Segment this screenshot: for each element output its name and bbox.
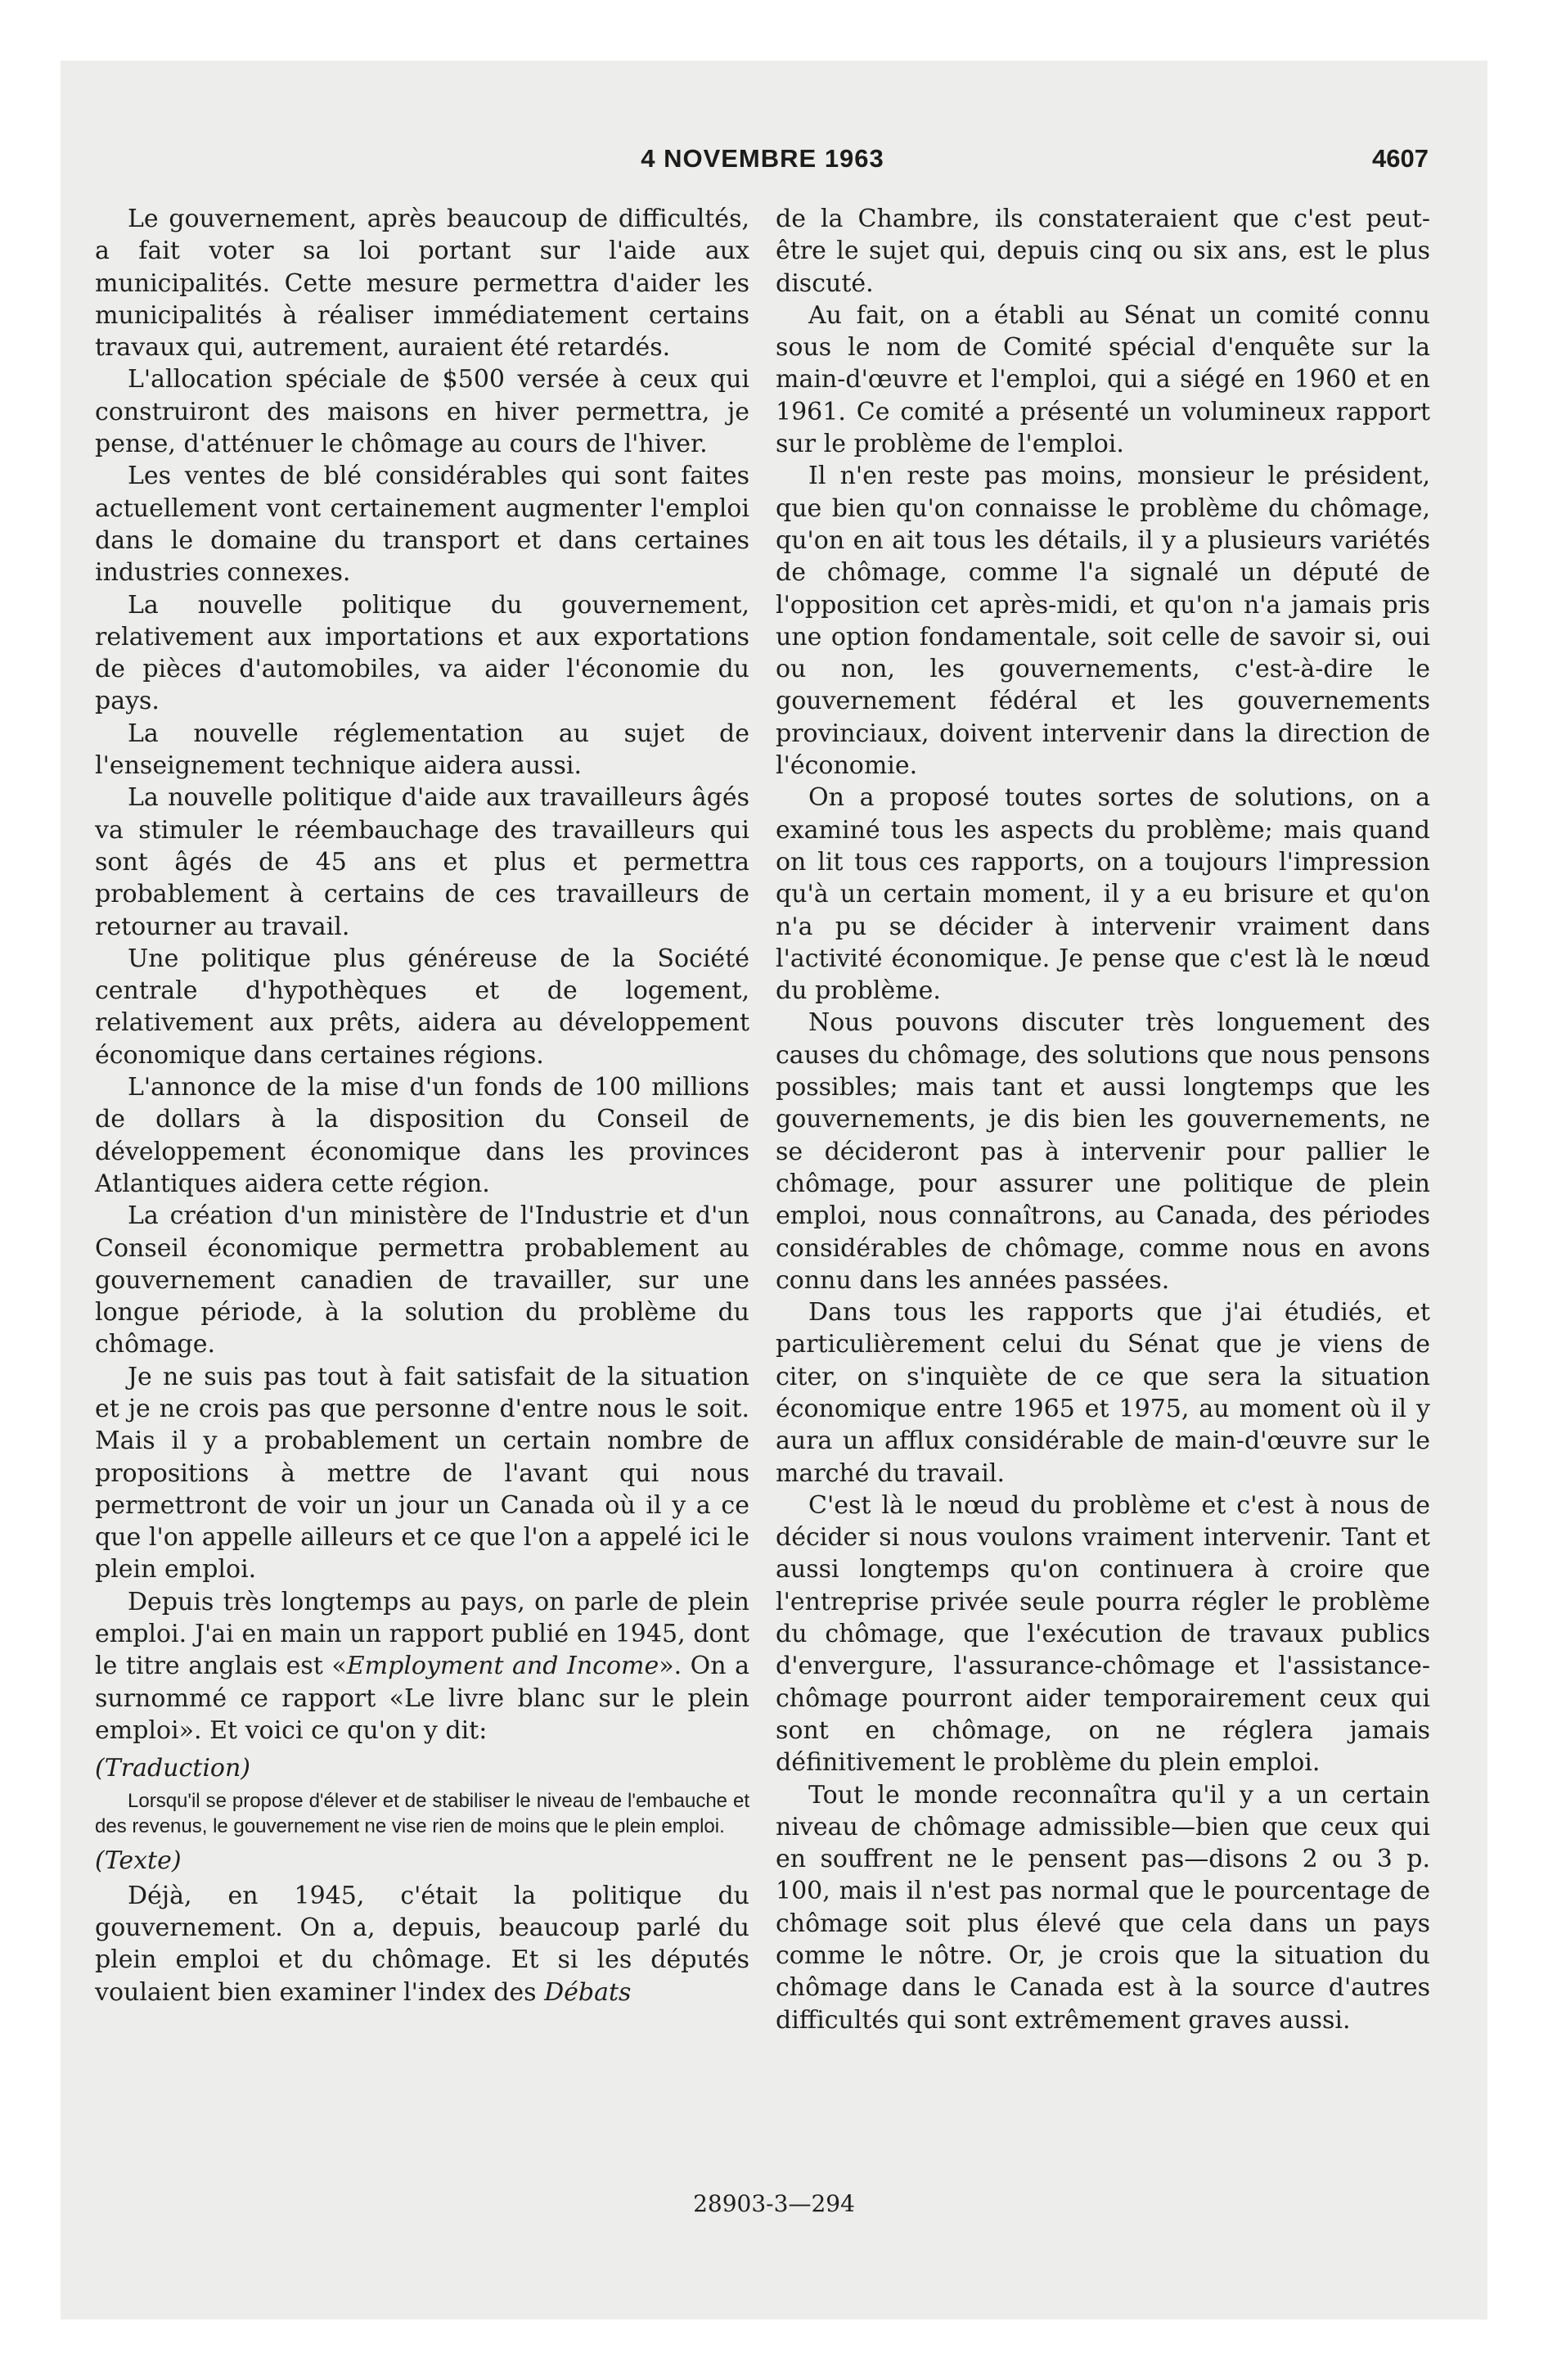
page-header — [97, 144, 1429, 177]
page-footer: 28903-3—294 — [693, 2190, 855, 2217]
paragraph: L'annonce de la mise d'un fonds de 100 millions de dollars à la disposition du Conseil de développement économique dans les provinces Atlantiques aidera cette région. — [95, 1073, 749, 1198]
paragraph: C'est là le nœud du problème et c'est à nous de décider si nous voulons vraiment intervenir. Tant et aussi longtemps qu'on continuera à croire que l'entreprise privée seule pourra régler le problème du chômage, que l'exécution de travaux publics d'envergure, l'assurance-chômage et l'assistance-chômage pourront aider temporairement ceux qui sont en chômage, on ne réglera jamais définitivement le problème du plein emploi. — [776, 1490, 1430, 1778]
paragraph: La nouvelle politique d'aide aux travailleurs âgés va stimuler le réembauchage des travailleurs qui sont âgés de 45 ans et plus et permettra probablement à certains de ces travailleurs de retourner au travail. — [95, 783, 749, 941]
paragraph: Tout le monde reconnaîtra qu'il y a un certain niveau de chômage admissible—bien que ceux qui en souffrent ne le pensent pas—disons 2 ou 3 p. 100, mais il n'est pas normal que le pourcentage de chômage soit plus élevé que cela dans un pays comme le nôtre. Or, je crois que la situation du chômage dans le Canada est à la source d'autres difficultés qui sont extrêmement graves aussi. — [776, 1780, 1430, 2035]
translation-label: (Traduction) — [95, 1754, 251, 1783]
text-label: (Texte) — [95, 1846, 182, 1875]
paragraph-report — [95, 1586, 749, 1747]
text-run: ». On a surnommé ce rapport «Le livre blanc sur le plein emploi». Et voici ce qu'on y dit: — [95, 1652, 750, 1745]
paragraph: L'allocation spéciale de $500 versée à ceux qui construiront des maisons en hiver permettra, je pense, d'atténuer le chômage au cours de l'hiver. — [95, 365, 749, 459]
debats-title: Débats — [544, 1977, 632, 2007]
paragraph: Nous pouvons discuter très longuement des causes du chômage, des solutions que nous pensons possibles; mais tant et aussi longtemps que les gouvernements, je dis bien les gouvernements, ne se décideront pas à intervenir pour pallier le chômage, pour assurer une politique de plein emploi, nous connaîtrons, au Canada, des périodes considérables de chômage, comme nous en avons connu dans les années passées. — [776, 1008, 1430, 1295]
right-column — [776, 203, 1430, 2036]
paragraph: Je ne suis pas tout à fait satisfait de la situation et je ne crois pas que personne d'entre nous le soit. Mais il y a probablement un certain nombre de propositions à mettre de l'avant qui nous permettront de voir un jour un Canada où il y a ce que l'on appelle ailleurs et ce que l'on a appelé ici le plein emploi. — [95, 1362, 749, 1584]
paragraph: Le gouvernement, après beaucoup de difficultés, a fait voter sa loi portant sur l'aide aux municipalités. Cette mesure permettra d'aider les municipalités à réaliser immédiatement certains travaux qui, autrement, auraient été retardés. — [95, 205, 749, 363]
paragraph-debats — [95, 1880, 749, 2008]
paragraph: Les ventes de blé considérables qui sont faites actuellement vont certainement augmenter l'emploi dans le domaine du transport et dans certaines industries connexes. — [95, 462, 749, 588]
paragraph: Dans tous les rapports que j'ai étudiés, et particulièrement celui du Sénat que je viens de citer, on s'inquiète de ce que sera la situation économique entre 1965 et 1975, au moment où il y aura un afflux considérable de main-d'œuvre sur le marché du travail. — [776, 1298, 1430, 1488]
block-quote: Lorsqu'il se propose d'élever et de stabiliser le niveau de l'embauche et des revenus, le gouvernement ne vise rien de moins que le plein emploi. — [95, 1789, 749, 1837]
paragraph: La nouvelle réglementation au sujet de l'enseignement technique aidera aussi. — [95, 719, 749, 781]
paragraph: La nouvelle politique du gouvernement, relativement aux importations et aux exportations de pièces d'automobiles, va aider l'économie du pays. — [95, 590, 749, 716]
header-date: 4 NOVEMBRE 1963 — [641, 144, 884, 173]
page-number: 4607 — [1372, 144, 1429, 173]
text-run: Depuis très longtemps au pays, on parle de plein emploi. J'ai en main un rapport publié en 1945, dont le titre anglais est « — [95, 1587, 749, 1681]
paragraph: Il n'en reste pas moins, monsieur le président, que bien qu'on connaisse le problème du chômage, qu'on en ait tous les détails, il y a plusieurs variétés de chômage, comme l'a signalé un député de l'opposition cet après-midi, et qu'on n'a jamais pris une option fondamentale, soit celle de savoir si, oui ou non, les gouvernements, c'est-à-dire le gouvernement fédéral et les gouvernements provinciaux, doivent intervenir dans la direction de l'économie. — [776, 462, 1430, 781]
paragraph: La création d'un ministère de l'Industrie et d'un Conseil économique permettra probablement au gouvernement canadien de travailler, sur une longue période, à la solution du problème du chômage. — [95, 1201, 749, 1359]
paragraph: Une politique plus généreuse de la Société centrale d'hypothèques et de logement, relativement aux prêts, aidera au développement économique dans certaines régions. — [95, 944, 749, 1070]
paragraph: Au fait, on a établi au Sénat un comité connu sous le nom de Comité spécial d'enquête sur la main-d'œuvre et l'emploi, qui a siégé en 1960 et en 1961. Ce comité a présenté un volumineux rapport sur le problème de l'emploi. — [776, 300, 1430, 459]
report-title: Employment and Income — [346, 1652, 659, 1681]
paragraph-continuation: de la Chambre, ils constateraient que c'est peut-être le sujet qui, depuis cinq ou six ans, est le plus discuté. — [776, 205, 1430, 298]
paragraph: On a proposé toutes sortes de solutions, on a examiné tous les aspects du problème; mais quand on lit tous ces rapports, on a toujours l'impression qu'à un certain moment, il y a eu brisure et qu'on n'a pu se décider à intervenir vraiment dans l'activité économique. Je pense que c'est là le nœud du problème. — [776, 783, 1430, 1006]
left-column — [95, 203, 749, 2008]
text-run: Déjà, en 1945, c'était la politique du gouvernement. On a, depuis, beaucoup parlé du plein emploi et du chômage. Et si les députés voulaient bien examiner l'index des — [95, 1881, 749, 2007]
